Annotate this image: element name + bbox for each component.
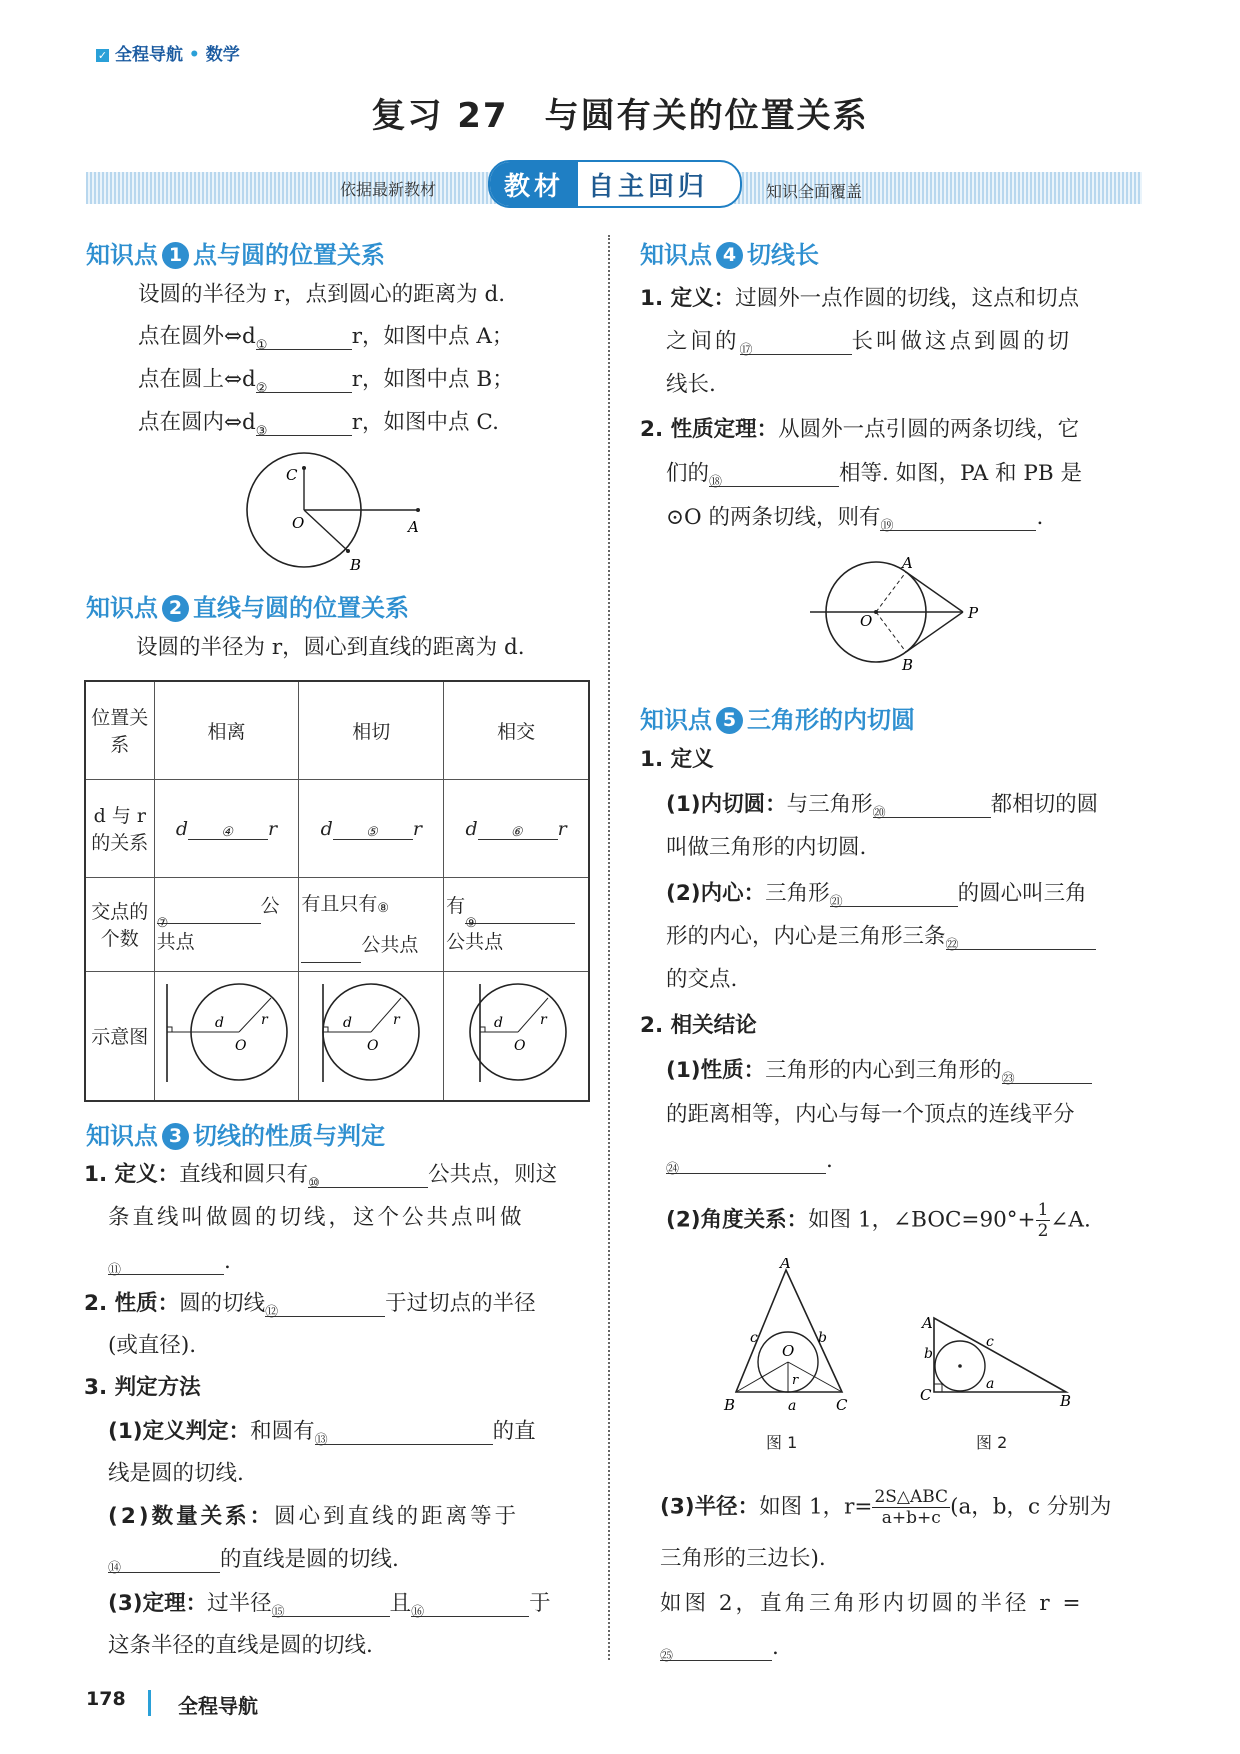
svg-text:r: r [540, 1012, 547, 1029]
kp1-line-3: 点在圆内⇔d③ r，如图中点 C. [138, 410, 499, 439]
fig-tangent [299, 971, 444, 1101]
svg-text:A: A [922, 1314, 933, 1332]
check-icon: ✓ [97, 49, 108, 62]
svg-text:d: d [214, 1015, 224, 1032]
th-position: 位置关系 [85, 681, 154, 779]
svg-text:B: B [350, 556, 362, 573]
svg-text:O: O [292, 514, 305, 532]
kp4-prop: 2. 性质定理：从圆外一点引圆的两条切线，它 [640, 417, 1080, 442]
svg-text:O: O [782, 1342, 795, 1360]
kp4-heading: 知识点 4 切线长 [640, 241, 819, 269]
page-title: 复习 27 与圆有关的位置关系 [371, 96, 869, 136]
svg-text:a: a [986, 1376, 995, 1392]
fig-separate [154, 971, 299, 1101]
svg-text:r: r [260, 1012, 268, 1029]
svg-text:B: B [902, 656, 914, 674]
kp1-heading: 知识点 1 点与圆的位置关系 [86, 241, 385, 269]
svg-text:a: a [788, 1398, 797, 1414]
svg-text:A: A [780, 1258, 791, 1272]
svg-text:C: C [836, 1396, 848, 1414]
page-number: 178 [86, 1688, 126, 1710]
incircle-figure-2 [910, 1308, 1080, 1408]
svg-text:O: O [860, 612, 873, 630]
svg-text:b: b [818, 1330, 827, 1346]
svg-text:c: c [986, 1334, 994, 1350]
banner-right: 知识全面覆盖 [766, 182, 863, 201]
header-brand: ✓ 全程导航 • 数学 [97, 45, 240, 65]
kp3-prop: 2. 性质：圆的切线⑫ 于过切点的半径 [84, 1291, 536, 1320]
svg-text:b: b [924, 1346, 933, 1362]
kp2-intro: 设圆的半径为 r，圆心到直线的距离为 d. [136, 635, 525, 660]
svg-text:C: C [286, 466, 298, 484]
svg-text:r: r [792, 1373, 799, 1388]
svg-text:B: B [1060, 1392, 1072, 1408]
footer-brand: 全程导航 [178, 1694, 258, 1718]
svg-text:O: O [234, 1038, 246, 1055]
banner-pill: 教材 自主回归 [488, 160, 742, 208]
kp2-heading: 知识点 2 直线与圆的位置关系 [86, 594, 409, 622]
column-divider [608, 235, 610, 1660]
svg-text:d: d [494, 1015, 504, 1032]
point-circle-figure [236, 448, 436, 573]
kp3-heading: 知识点 3 切线的性质与判定 [86, 1122, 385, 1150]
kp4-def: 1. 定义：过圆外一点作圆的切线，这点和切点 [640, 286, 1080, 311]
svg-text:O: O [367, 1038, 379, 1055]
banner-left: 依据最新教材 [340, 180, 437, 199]
svg-text:A: A [902, 554, 913, 572]
svg-text:C: C [920, 1386, 932, 1404]
tangent-length-figure [808, 550, 988, 676]
svg-text:P: P [968, 604, 979, 622]
svg-text:c: c [750, 1330, 758, 1346]
incircle-figure-1 [720, 1258, 850, 1418]
svg-text:r: r [393, 1012, 400, 1029]
svg-text:d: d [343, 1015, 353, 1032]
kp3-def: 1. 定义：直线和圆只有⑩ 公共点，则这 [84, 1162, 558, 1191]
kp5-heading: 知识点 5 三角形的内切圆 [640, 706, 915, 734]
kp1-line-1: 点在圆外⇔d① r，如图中点 A； [138, 324, 514, 353]
footer-divider [148, 1690, 151, 1716]
svg-text:A: A [408, 518, 419, 536]
kp1-line-2: 点在圆上⇔d② r，如图中点 B； [138, 367, 514, 396]
svg-text:B: B [724, 1396, 736, 1414]
fig-intersect [444, 971, 589, 1101]
line-circle-table: 位置关系 相离 相切 相交 d 与 r 的关系 d ④ r d ⑤ r d ⑥ r 交点的个数 ⑦公 共点 有且只有⑧ 公共点 有⑨ 公共点 示意图 d r O d r O d r O [84, 680, 590, 1102]
svg-text:O: O [514, 1038, 526, 1055]
kp1-intro: 设圆的半径为 r，点到圆心的距离为 d. [138, 282, 506, 307]
